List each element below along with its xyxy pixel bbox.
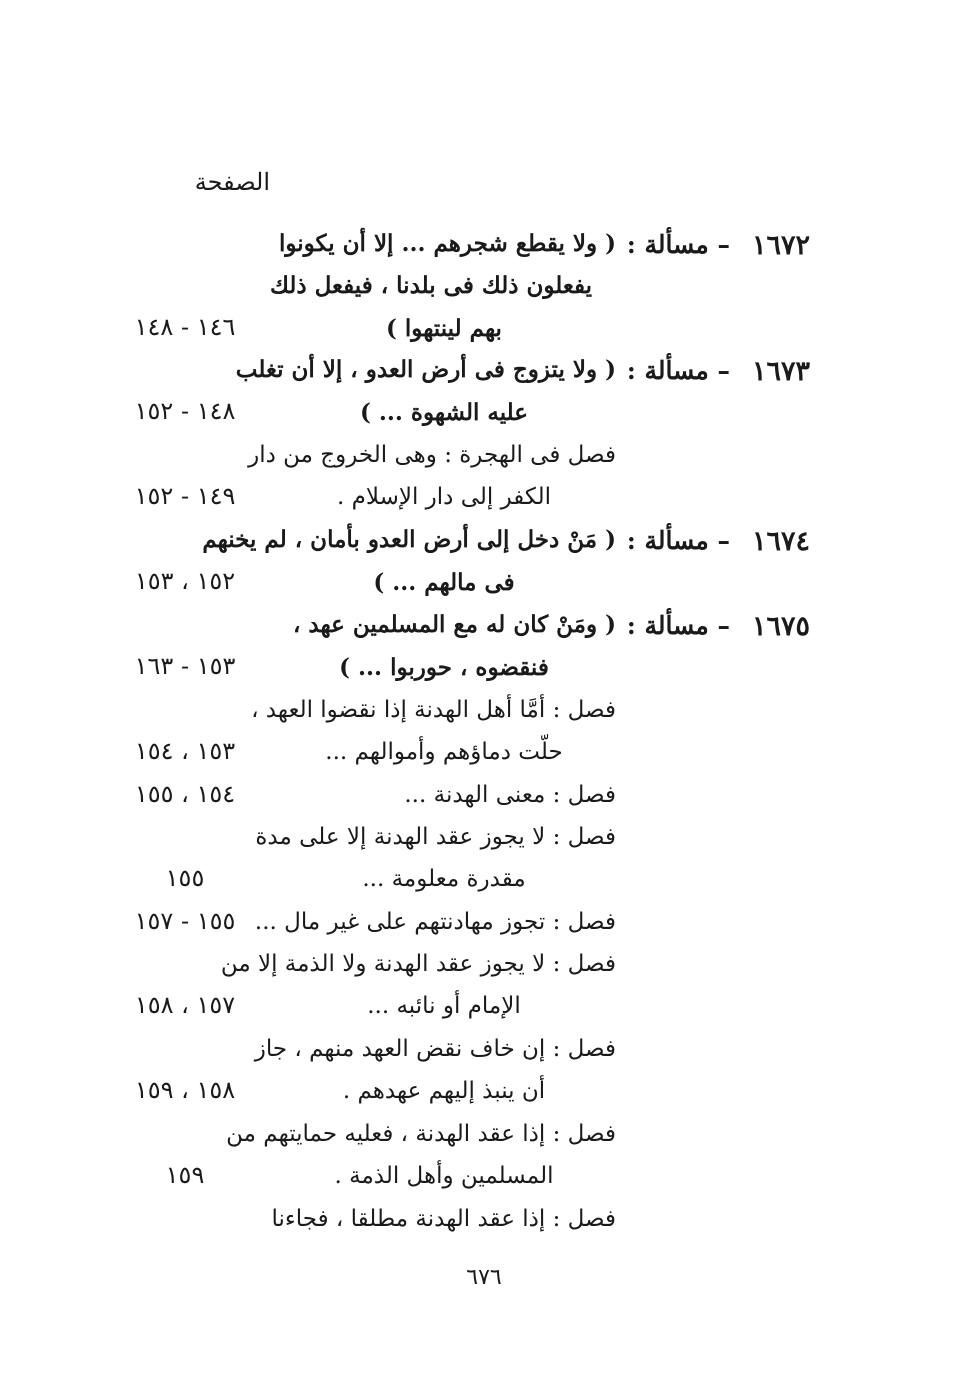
entry-text-line: فنقضوه ، حوربوا ... ) <box>339 654 549 681</box>
page-range: ١٥٥ - ١٥٧ <box>134 907 236 935</box>
column-header: الصفحة <box>194 168 270 196</box>
entry-text-line: يفعلون ذلك فى بلدنا ، فيفعل ذلك <box>270 272 592 299</box>
page-range: ١٥٩ <box>165 1161 205 1189</box>
fasl-text-line: الكفر إلى دار الإسلام . <box>336 484 552 510</box>
fasl-text-line: فصل فى الهجرة : وهى الخروج من دار <box>248 442 616 468</box>
entry-text-line: ( ولا يتزوج فى أرض العدو ، إلا أن تغلب <box>235 356 616 383</box>
fasl-text-line: الإمام أو نائبه ... <box>367 993 521 1019</box>
fasl-text-line: فصل : لا يجوز عقد الهدنة إلا على مدة <box>255 824 616 850</box>
entry-text-line: ( مَنْ دخل إلى أرض العدو بأمان ، لم يخنهم <box>202 526 616 553</box>
entry-text-line: ( ولا يقطع شجرهم ... إلا أن يكونوا <box>278 230 616 257</box>
fasl-text-line: أن ينبذ إليهم عهدهم . <box>342 1078 546 1104</box>
fasl-text-line: فصل : إذا عقد الهدنة ، فعليه حمايتهم من <box>226 1121 616 1147</box>
page-range: ١٥٨ ، ١٥٩ <box>134 1076 236 1104</box>
entry-number: ١٦٧٣ <box>751 356 810 387</box>
page-number: ٦٧٦ <box>466 1265 502 1290</box>
entry-label: – مسألة : <box>626 356 730 385</box>
entry-label: – مسألة : <box>626 611 730 640</box>
fasl-text-line: فصل : أمَّا أهل الهدنة إذا نقضوا العهد ، <box>251 697 616 723</box>
entry-text-line: ( ومَنْ كان له مع المسلمين عهد ، <box>292 611 616 638</box>
page-range: ١٥٤ ، ١٥٥ <box>134 780 236 808</box>
entry-number: ١٦٧٢ <box>751 230 810 261</box>
page-range: ١٥٣ ، ١٥٤ <box>134 737 236 765</box>
entry-label: – مسألة : <box>626 526 730 555</box>
entry-label: – مسألة : <box>626 230 730 259</box>
page-range: ١٥٣ - ١٦٣ <box>134 652 236 680</box>
fasl-text-line: فصل : إذا عقد الهدنة مطلقا ، فجاءنا <box>271 1206 616 1232</box>
entry-text-line: فى مالهم ... ) <box>373 569 515 596</box>
page-range: ١٥٢ ، ١٥٣ <box>134 567 236 595</box>
fasl-text-line: فصل : تجوز مهادنتهم على غير مال ... <box>254 909 616 935</box>
fasl-text-line: فصل : لا يجوز عقد الهدنة ولا الذمة إلا من <box>220 951 616 977</box>
page-range: ١٥٧ ، ١٥٨ <box>134 991 236 1019</box>
entry-number: ١٦٧٥ <box>751 611 810 642</box>
page-range: ١٤٦ - ١٤٨ <box>134 313 236 341</box>
fasl-text-line: المسلمين وأهل الذمة . <box>334 1163 554 1189</box>
page-range: ١٤٩ - ١٥٢ <box>134 482 236 510</box>
entry-number: ١٦٧٤ <box>751 526 810 557</box>
page-range: ١٤٨ - ١٥٢ <box>134 397 236 425</box>
entry-text-line: عليه الشهوة ... ) <box>360 399 528 426</box>
page-range: ١٥٥ <box>165 864 205 892</box>
fasl-text-line: فصل : إن خاف نقض العهد منهم ، جاز <box>254 1036 616 1062</box>
entry-text-line: بهم لينتهوا ) <box>386 315 502 342</box>
fasl-text-line: حلّت دماؤهم وأموالهم ... <box>325 739 563 765</box>
fasl-text-line: فصل : معنى الهدنة ... <box>404 782 616 808</box>
fasl-text-line: مقدرة معلومة ... <box>362 866 526 892</box>
